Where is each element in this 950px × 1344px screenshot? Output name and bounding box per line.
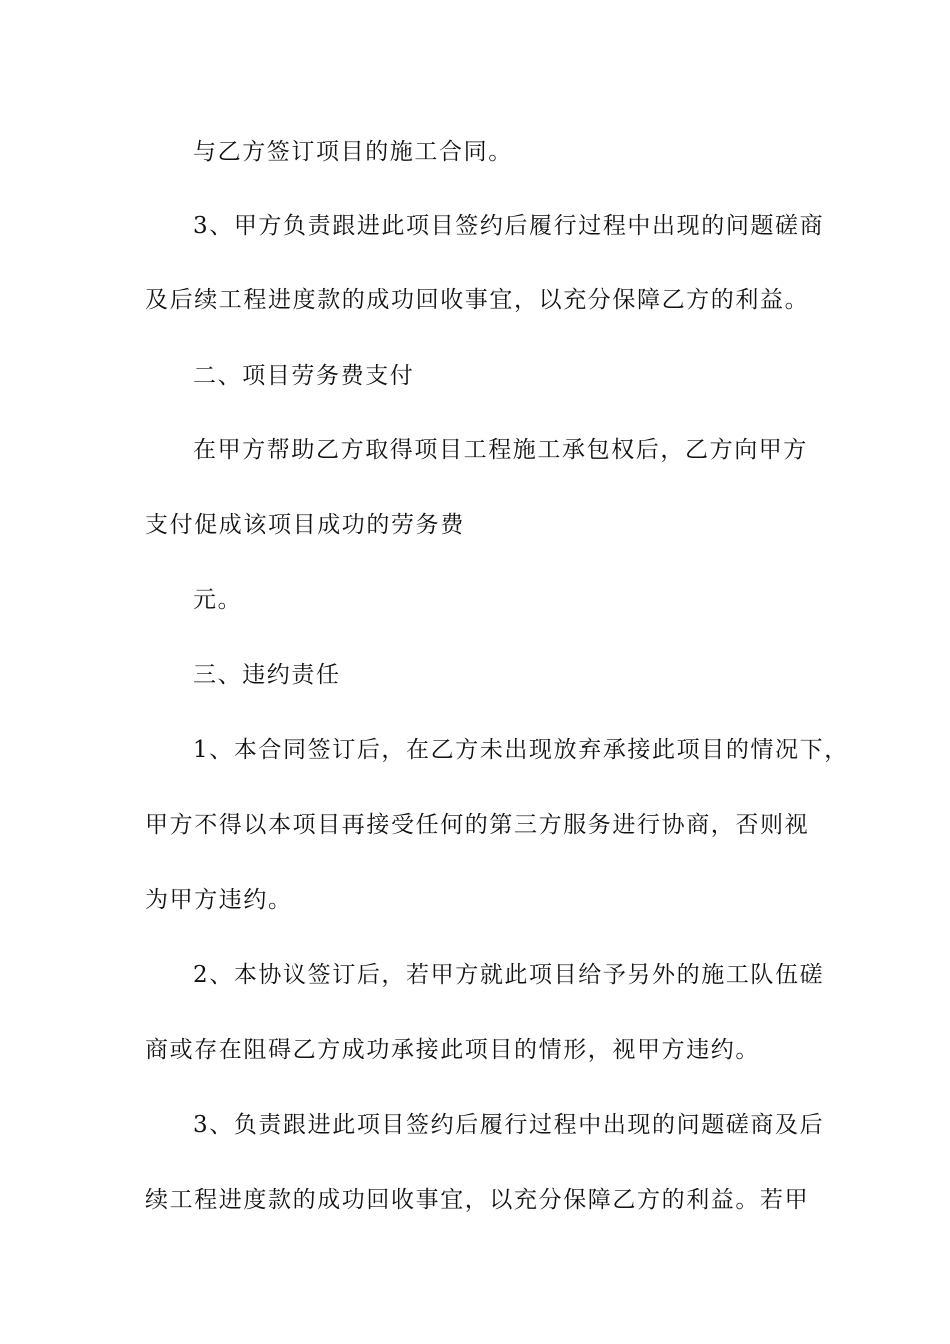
text-line: 甲方不得以本项目再接受任何的第三方服务进行协商，否则视 xyxy=(145,812,810,838)
text-line: 2、本协议签订后，若甲方就此项目给予另外的施工队伍磋 xyxy=(193,962,825,988)
text-line: 3、负责跟进此项目签约后履行过程中出现的问题磋商及后 xyxy=(193,1112,825,1138)
text-line: 续工程进度款的成功回收事宜，以充分保障乙方的利益。若甲 xyxy=(145,1187,810,1213)
section-heading: 二、项目劳务费支付 xyxy=(193,363,415,389)
text-line: 为甲方违约。 xyxy=(145,887,293,913)
text-line: 在甲方帮助乙方取得项目工程施工承包权后，乙方向甲方 xyxy=(193,437,808,463)
text-line: 商或存在阻碍乙方成功承接此项目的情形，视甲方违约。 xyxy=(145,1037,760,1063)
text-line: 3、甲方负责跟进此项目签约后履行过程中出现的问题磋商 xyxy=(193,213,825,239)
text-line: 及后续工程进度款的成功回收事宜，以充分保障乙方的利益。 xyxy=(145,287,810,313)
text-line: 支付促成该项目成功的劳务费 xyxy=(145,512,465,538)
text-line: 与乙方签订项目的施工合同。 xyxy=(193,139,513,165)
text-line: 元。 xyxy=(193,587,243,613)
section-heading: 三、违约责任 xyxy=(193,662,341,688)
text-line: 1、本合同签订后，在乙方未出现放弃承接此项目的情况下， xyxy=(193,737,849,763)
